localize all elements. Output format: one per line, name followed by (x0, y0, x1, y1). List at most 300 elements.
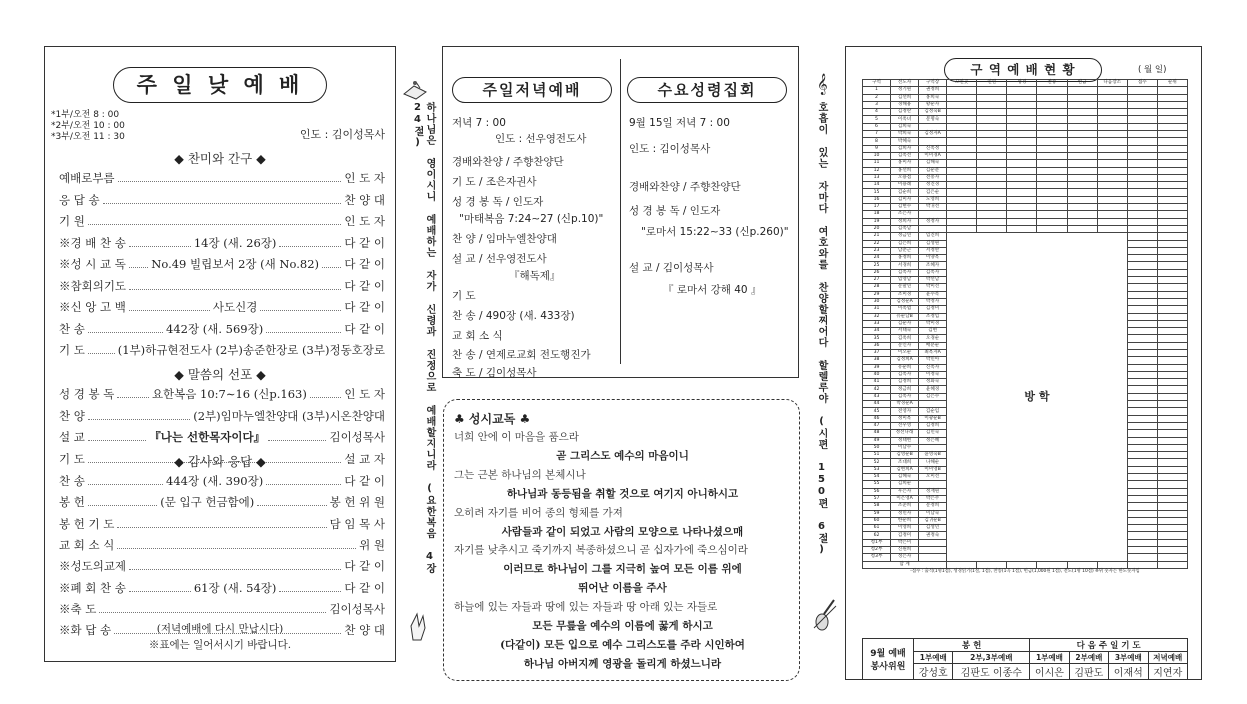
district-cell: 김민숙 (919, 430, 947, 437)
district-cell (1067, 174, 1097, 181)
district-cell: 3 (863, 101, 891, 108)
district-cell: 정민자 (891, 510, 919, 517)
district-cell (1157, 182, 1187, 189)
district-cell (947, 167, 977, 174)
committee-label: 봉사위원 (870, 662, 906, 672)
service-time-3: *3부/오전 11 : 30 (51, 132, 125, 142)
district-cell: 홍미자 (891, 160, 919, 167)
district-cell (1067, 87, 1097, 94)
section-word: ◆ 말씀의 선포 ◆ (174, 367, 266, 382)
district-cell: 권정희 (919, 87, 947, 94)
program-item-detail: 61장 (새. 54장) (193, 580, 277, 595)
district-row (863, 211, 1188, 218)
district-cell (1127, 488, 1157, 495)
district-cell: 조대희 (891, 459, 919, 466)
district-cell (1157, 342, 1187, 349)
wednesday-time: 9월 15일 저녁 7 : 00 (629, 117, 730, 129)
district-cell (1097, 87, 1127, 94)
vertical-verse-right: 호흡이 있는 자마다 여호와를 찬양할찌어다 할렐루야 (시편 150편 6절) (816, 102, 827, 556)
district-cell: 39 (863, 364, 891, 371)
program-item-leader: 인 도 자 (344, 171, 385, 185)
leader-dots (117, 535, 356, 549)
district-cell (1067, 123, 1097, 130)
district-cell (1037, 131, 1067, 138)
district-cell: 청1부 (863, 539, 891, 546)
district-cell: 57 (863, 495, 891, 502)
program-item-label: ※신 앙 고 백 (59, 300, 126, 314)
district-row (863, 233, 1188, 240)
wednesday-title: 수요성령집회 (627, 77, 787, 103)
district-cell: 김옥남 (891, 225, 919, 232)
district-cell (1127, 269, 1157, 276)
district-cell (1157, 131, 1187, 138)
district-cell: 문명숙 (919, 116, 947, 123)
district-cell (1157, 255, 1187, 262)
district-cell (947, 145, 977, 152)
district-cell (1127, 495, 1157, 502)
district-cell (1127, 218, 1157, 225)
leader-dots (99, 599, 326, 613)
district-cell (1007, 116, 1037, 123)
district-cell (1007, 225, 1037, 232)
district-cell: 김은수 (919, 393, 947, 400)
program-item-leader: 설 교 자 (344, 451, 385, 466)
district-cell: 김옥자 (919, 269, 947, 276)
reading-line: 그는 근본 하나님의 본체시나 (454, 468, 586, 481)
district-cell: 남춘근 (891, 247, 919, 254)
district-cell (1127, 481, 1157, 488)
program-item-label: 기 원 (59, 214, 85, 228)
district-cell (1157, 123, 1187, 130)
program-item-label: 기 도 (59, 343, 85, 357)
district-cell (1007, 196, 1037, 203)
district-cell (1007, 145, 1037, 152)
district-cell: 김정숙B (919, 109, 947, 116)
district-cell: 53 (863, 466, 891, 473)
evening-panel (442, 46, 799, 378)
district-cell (947, 196, 977, 203)
district-cell (1067, 225, 1097, 232)
district-cell (1157, 554, 1187, 561)
leader-dots (260, 297, 341, 311)
district-cell (1157, 328, 1187, 335)
district-cell (1157, 364, 1187, 371)
district-row (863, 123, 1188, 130)
reading-line: 자기를 낮추시고 죽기까지 복종하셨으니 곧 십자가에 죽으심이라 (454, 544, 748, 557)
program-row (59, 297, 385, 317)
volunteer-name: 김판도 (1069, 664, 1108, 680)
district-cell (1157, 262, 1187, 269)
program-row (59, 406, 385, 426)
district-cell: 59 (863, 510, 891, 517)
program-item-leader: 담 임 목 사 (329, 516, 385, 531)
district-cell (1127, 474, 1157, 481)
district-cell: 경해용 (891, 101, 919, 108)
district-cell (1157, 393, 1187, 400)
district-cell: 문말연 (891, 284, 919, 291)
wednesday-item: 경배와찬양 / 주향찬양단 (629, 181, 741, 193)
district-cell (1127, 174, 1157, 181)
district-cell (1037, 160, 1067, 167)
program-item-label: 찬 송 (59, 321, 85, 336)
district-cell (947, 87, 977, 94)
district-cell: 62 (863, 532, 891, 539)
evening-title: 주일저녁예배 (452, 77, 612, 103)
district-cell: 12 (863, 167, 891, 174)
district-cell (1157, 349, 1187, 356)
district-cell (947, 152, 977, 159)
district-cell: 박희숙 (891, 131, 919, 138)
district-cell: 전영자 (891, 408, 919, 415)
leader-dots (129, 276, 341, 290)
district-cell (1157, 116, 1187, 123)
district-cell: 정은혜 (919, 437, 947, 444)
district-status-panel (845, 46, 1202, 680)
leader-dots (88, 471, 163, 485)
district-cell (1007, 94, 1037, 101)
reading-line: 이러므로 하나님이 그를 지극히 높여 모든 이름 위에 (503, 563, 742, 576)
district-cell: 30 (863, 298, 891, 305)
district-cell: 이남수 (891, 444, 919, 451)
district-cell (1007, 138, 1037, 145)
district-cell (1037, 211, 1067, 218)
district-cell (1127, 539, 1157, 546)
district-cell: 박귀선 (919, 204, 947, 211)
district-cell (1127, 189, 1157, 196)
district-cell (1157, 503, 1187, 510)
district-cell: 정진경 (919, 182, 947, 189)
district-cell: 이미영B (919, 466, 947, 473)
district-cell: 유순희 (891, 364, 919, 371)
district-cell (1007, 123, 1037, 130)
district-cell: 오경순 (919, 335, 947, 342)
district-cell (1037, 167, 1067, 174)
leader-dots (103, 190, 342, 204)
district-cell: 정선나래 (891, 430, 919, 437)
program-item-label: 성 경 봉 독 (59, 387, 115, 401)
leader-dots (88, 319, 163, 333)
district-cell (1037, 138, 1067, 145)
leader-dots (279, 578, 341, 592)
district-cell (1037, 101, 1067, 108)
district-cell: 김현 (919, 328, 947, 335)
district-cell (1157, 481, 1187, 488)
leader-dots (129, 233, 191, 247)
district-cell: 27 (863, 277, 891, 284)
district-cell (1097, 138, 1127, 145)
district-cell (1157, 517, 1187, 524)
district-cell (1127, 422, 1157, 429)
district-cell (977, 138, 1007, 145)
district-cell (1157, 211, 1187, 218)
district-cell (1067, 167, 1097, 174)
district-row (863, 94, 1188, 101)
district-cell: 박선남 (919, 277, 947, 284)
district-title: 구 역 예 배 현 황 (944, 58, 1102, 82)
district-cell (1157, 225, 1187, 232)
next-prayer-header: 다 음 주 일 기 도 (1030, 639, 1188, 652)
morning-worship-panel (44, 46, 396, 662)
program-item-label: 봉 헌 기 도 (59, 516, 115, 531)
district-cell (1127, 87, 1157, 94)
district-cell: 청3부 (863, 554, 891, 561)
district-cell (1127, 160, 1157, 167)
leader-dots (129, 254, 148, 268)
morning-presider: 인도 : 김이성목사 (299, 128, 385, 141)
district-cell (977, 87, 1007, 94)
district-cell (1157, 561, 1187, 568)
district-cell: 김옥선 (891, 152, 919, 159)
district-cell (977, 123, 1007, 130)
district-cell (1127, 145, 1157, 152)
district-cell (1067, 101, 1097, 108)
volunteer-name: 이재석 (1109, 664, 1148, 680)
district-cell: 37 (863, 349, 891, 356)
district-cell: 박은미 (891, 539, 919, 546)
district-cell (1157, 401, 1187, 408)
district-cell (1007, 218, 1037, 225)
district-cell: 13 (863, 174, 891, 181)
district-cell (977, 131, 1007, 138)
program-item-leader: 김이성목사 (329, 430, 386, 444)
section-thanks: ◆ 감사와 응답 ◆ (174, 454, 266, 469)
program-row (59, 211, 385, 231)
program-item-leader: 다 같 이 (344, 580, 385, 595)
district-cell: 정정자 (919, 218, 947, 225)
district-cell (1127, 532, 1157, 539)
program-item-leader: 다 같 이 (344, 235, 385, 250)
district-cell (1157, 284, 1187, 291)
evening-item: 찬 송 / 연제로교회 전도행진가 (452, 349, 591, 361)
leader-dots (88, 406, 190, 420)
district-cell (947, 101, 977, 108)
reading-line: 하나님과 동등됨을 취할 것으로 여기지 아니하시고 (506, 487, 739, 500)
district-cell: 김은순 (919, 189, 947, 196)
district-cell (1127, 109, 1157, 116)
program-item-label: 찬 양 (59, 408, 85, 423)
district-cell: 성은자 (891, 554, 919, 561)
district-cell: 이은영A (891, 495, 919, 502)
district-cell (1127, 284, 1157, 291)
district-cell (1127, 517, 1157, 524)
district-cell: 권정숙 (919, 532, 947, 539)
district-cell: 19 (863, 218, 891, 225)
district-cell (1127, 167, 1157, 174)
district-cell: 홍희숙 (919, 94, 947, 101)
district-cell (1127, 138, 1157, 145)
district-cell (1127, 116, 1157, 123)
district-cell: 2 (863, 94, 891, 101)
district-cell (1097, 101, 1127, 108)
district-header-cell: 헌금 (1067, 80, 1097, 87)
district-cell (1097, 211, 1127, 218)
district-row (863, 218, 1188, 225)
volunteer-name: 이시은 (1030, 664, 1069, 680)
district-cell: 32 (863, 313, 891, 320)
section-praise: ◆ 찬미와 간구 ◆ (174, 151, 266, 166)
district-cell (1157, 320, 1187, 327)
district-cell (977, 94, 1007, 101)
district-cell: 조미경 (891, 291, 919, 298)
district-row (863, 167, 1188, 174)
program-item-label: ※성 시 교 독 (59, 257, 126, 271)
district-cell (1097, 116, 1127, 123)
program-item-leader: 다 같 이 (344, 278, 385, 293)
district-cell (1007, 204, 1037, 211)
district-row (863, 204, 1188, 211)
program-row (59, 319, 385, 339)
district-cell: 임영남 (891, 277, 919, 284)
district-cell: 최옥자A (919, 349, 947, 356)
district-cell: 오용점 (891, 174, 919, 181)
district-cell: 서정완 (919, 247, 947, 254)
district-cell: 김정미 (891, 532, 919, 539)
program-row (59, 340, 385, 360)
offering-header: 봉 헌 (914, 639, 1030, 652)
district-header-cell: 선도자 (891, 80, 919, 87)
district-cell (1127, 503, 1157, 510)
program-row (59, 427, 385, 447)
district-cell (1097, 131, 1127, 138)
district-cell: 15 (863, 189, 891, 196)
district-cell: 47 (863, 422, 891, 429)
district-cell (1127, 452, 1157, 459)
district-cell: 김순임 (919, 408, 947, 415)
reading-line: 하나님 아버지께 영광을 돌리게 하셨느니라 (523, 657, 722, 670)
district-cell (919, 401, 947, 408)
district-cell: 오미선 (919, 474, 947, 481)
district-cell: 박미선 (919, 284, 947, 291)
district-cell (1097, 167, 1127, 174)
evening-sermon-title: 『해독제』 (509, 270, 561, 282)
district-cell (919, 211, 947, 218)
district-cell: 정기원 (891, 87, 919, 94)
district-header-cell: 성경 (1007, 80, 1037, 87)
district-cell: 41 (863, 379, 891, 386)
district-cell (1157, 510, 1187, 517)
district-cell (977, 211, 1007, 218)
district-cell (1157, 525, 1187, 532)
district-cell: 51 (863, 452, 891, 459)
district-cell (1127, 415, 1157, 422)
district-cell (1157, 488, 1187, 495)
district-cell: 배분순 (919, 342, 947, 349)
district-cell (919, 123, 947, 130)
district-cell (1127, 211, 1157, 218)
district-cell: 22 (863, 240, 891, 247)
district-cell (1157, 101, 1187, 108)
wednesday-scripture: "로마서 15:22∼33 (신p.260)" (641, 226, 789, 238)
district-cell: 조정임 (919, 313, 947, 320)
district-cell (1157, 335, 1187, 342)
district-cell (1157, 386, 1187, 393)
district-cell (977, 189, 1007, 196)
district-cell: 이옥엽 (891, 306, 919, 313)
committee-table (862, 638, 1188, 680)
district-cell: 윤수복 (919, 291, 947, 298)
district-cell: 김선희 (891, 94, 919, 101)
district-cell (1067, 196, 1097, 203)
district-cell (977, 167, 1007, 174)
district-cell (1127, 379, 1157, 386)
district-cell (1127, 371, 1157, 378)
service-time-1: *1부/오전 8 : 00 (51, 110, 120, 120)
district-cell: 48 (863, 430, 891, 437)
program-item-label: 찬 송 (59, 474, 85, 488)
district-cell (1007, 160, 1037, 167)
district-cell (1037, 218, 1067, 225)
district-cell (1157, 357, 1187, 364)
col-header: 1부예배 (914, 652, 953, 664)
district-header-cell: 순위 (1157, 80, 1187, 87)
district-table (862, 79, 1188, 575)
district-cell (919, 554, 947, 561)
district-cell: 24 (863, 255, 891, 262)
district-cell (1127, 386, 1157, 393)
district-cell: 조은자 (891, 211, 919, 218)
program-item-detail: (1부)하규현전도사 (2부)송준한장로 (3부)정동호장로 (117, 343, 385, 357)
district-cell (1007, 174, 1037, 181)
district-cell: 6 (863, 123, 891, 130)
program-row (59, 384, 385, 404)
district-cell (1157, 240, 1187, 247)
district-cell (1127, 291, 1157, 298)
district-row (863, 196, 1188, 203)
volunteer-name: 김판도 이종수 (953, 664, 1030, 680)
district-cell: 정금희 (891, 386, 919, 393)
col-header: 2부예배 (1069, 652, 1108, 664)
district-cell (1037, 87, 1067, 94)
district-cell (1067, 211, 1097, 218)
district-cell: 김성민 (919, 525, 947, 532)
district-cell: 정화숙 (919, 379, 947, 386)
program-item-detail: No.49 빌립보서 2장 (새 No.82) (151, 257, 319, 271)
district-cell: 40 (863, 371, 891, 378)
district-cell (977, 152, 1007, 159)
district-cell: 박정자 (919, 298, 947, 305)
program-item-leader: 찬 양 대 (344, 192, 385, 207)
district-cell (1097, 152, 1127, 159)
column-divider (620, 59, 621, 364)
district-cell (1097, 145, 1127, 152)
district-cell: 김정미 (919, 306, 947, 313)
district-cell (1097, 123, 1127, 130)
program-item-detail: 『나는 선한목자이다』 (149, 430, 266, 444)
leader-dots (266, 471, 341, 485)
district-cell (1157, 145, 1187, 152)
district-cell (919, 539, 947, 546)
district-cell: 김은희 (891, 240, 919, 247)
district-cell: 52 (863, 459, 891, 466)
district-cell (977, 196, 1007, 203)
district-cell (1007, 561, 1037, 568)
district-cell (1157, 196, 1187, 203)
district-cell: 김희자 (891, 145, 919, 152)
district-cell (977, 145, 1007, 152)
district-cell (1127, 525, 1157, 532)
district-cell (1127, 320, 1157, 327)
leader-dots (118, 168, 342, 182)
leader-dots (129, 578, 191, 592)
district-cell (1157, 495, 1187, 502)
district-cell (947, 225, 977, 232)
district-cell (1157, 422, 1187, 429)
district-row (863, 138, 1188, 145)
district-cell: 29 (863, 291, 891, 298)
district-cell (1007, 152, 1037, 159)
leader-dots (310, 384, 342, 398)
district-cell (977, 225, 1007, 232)
